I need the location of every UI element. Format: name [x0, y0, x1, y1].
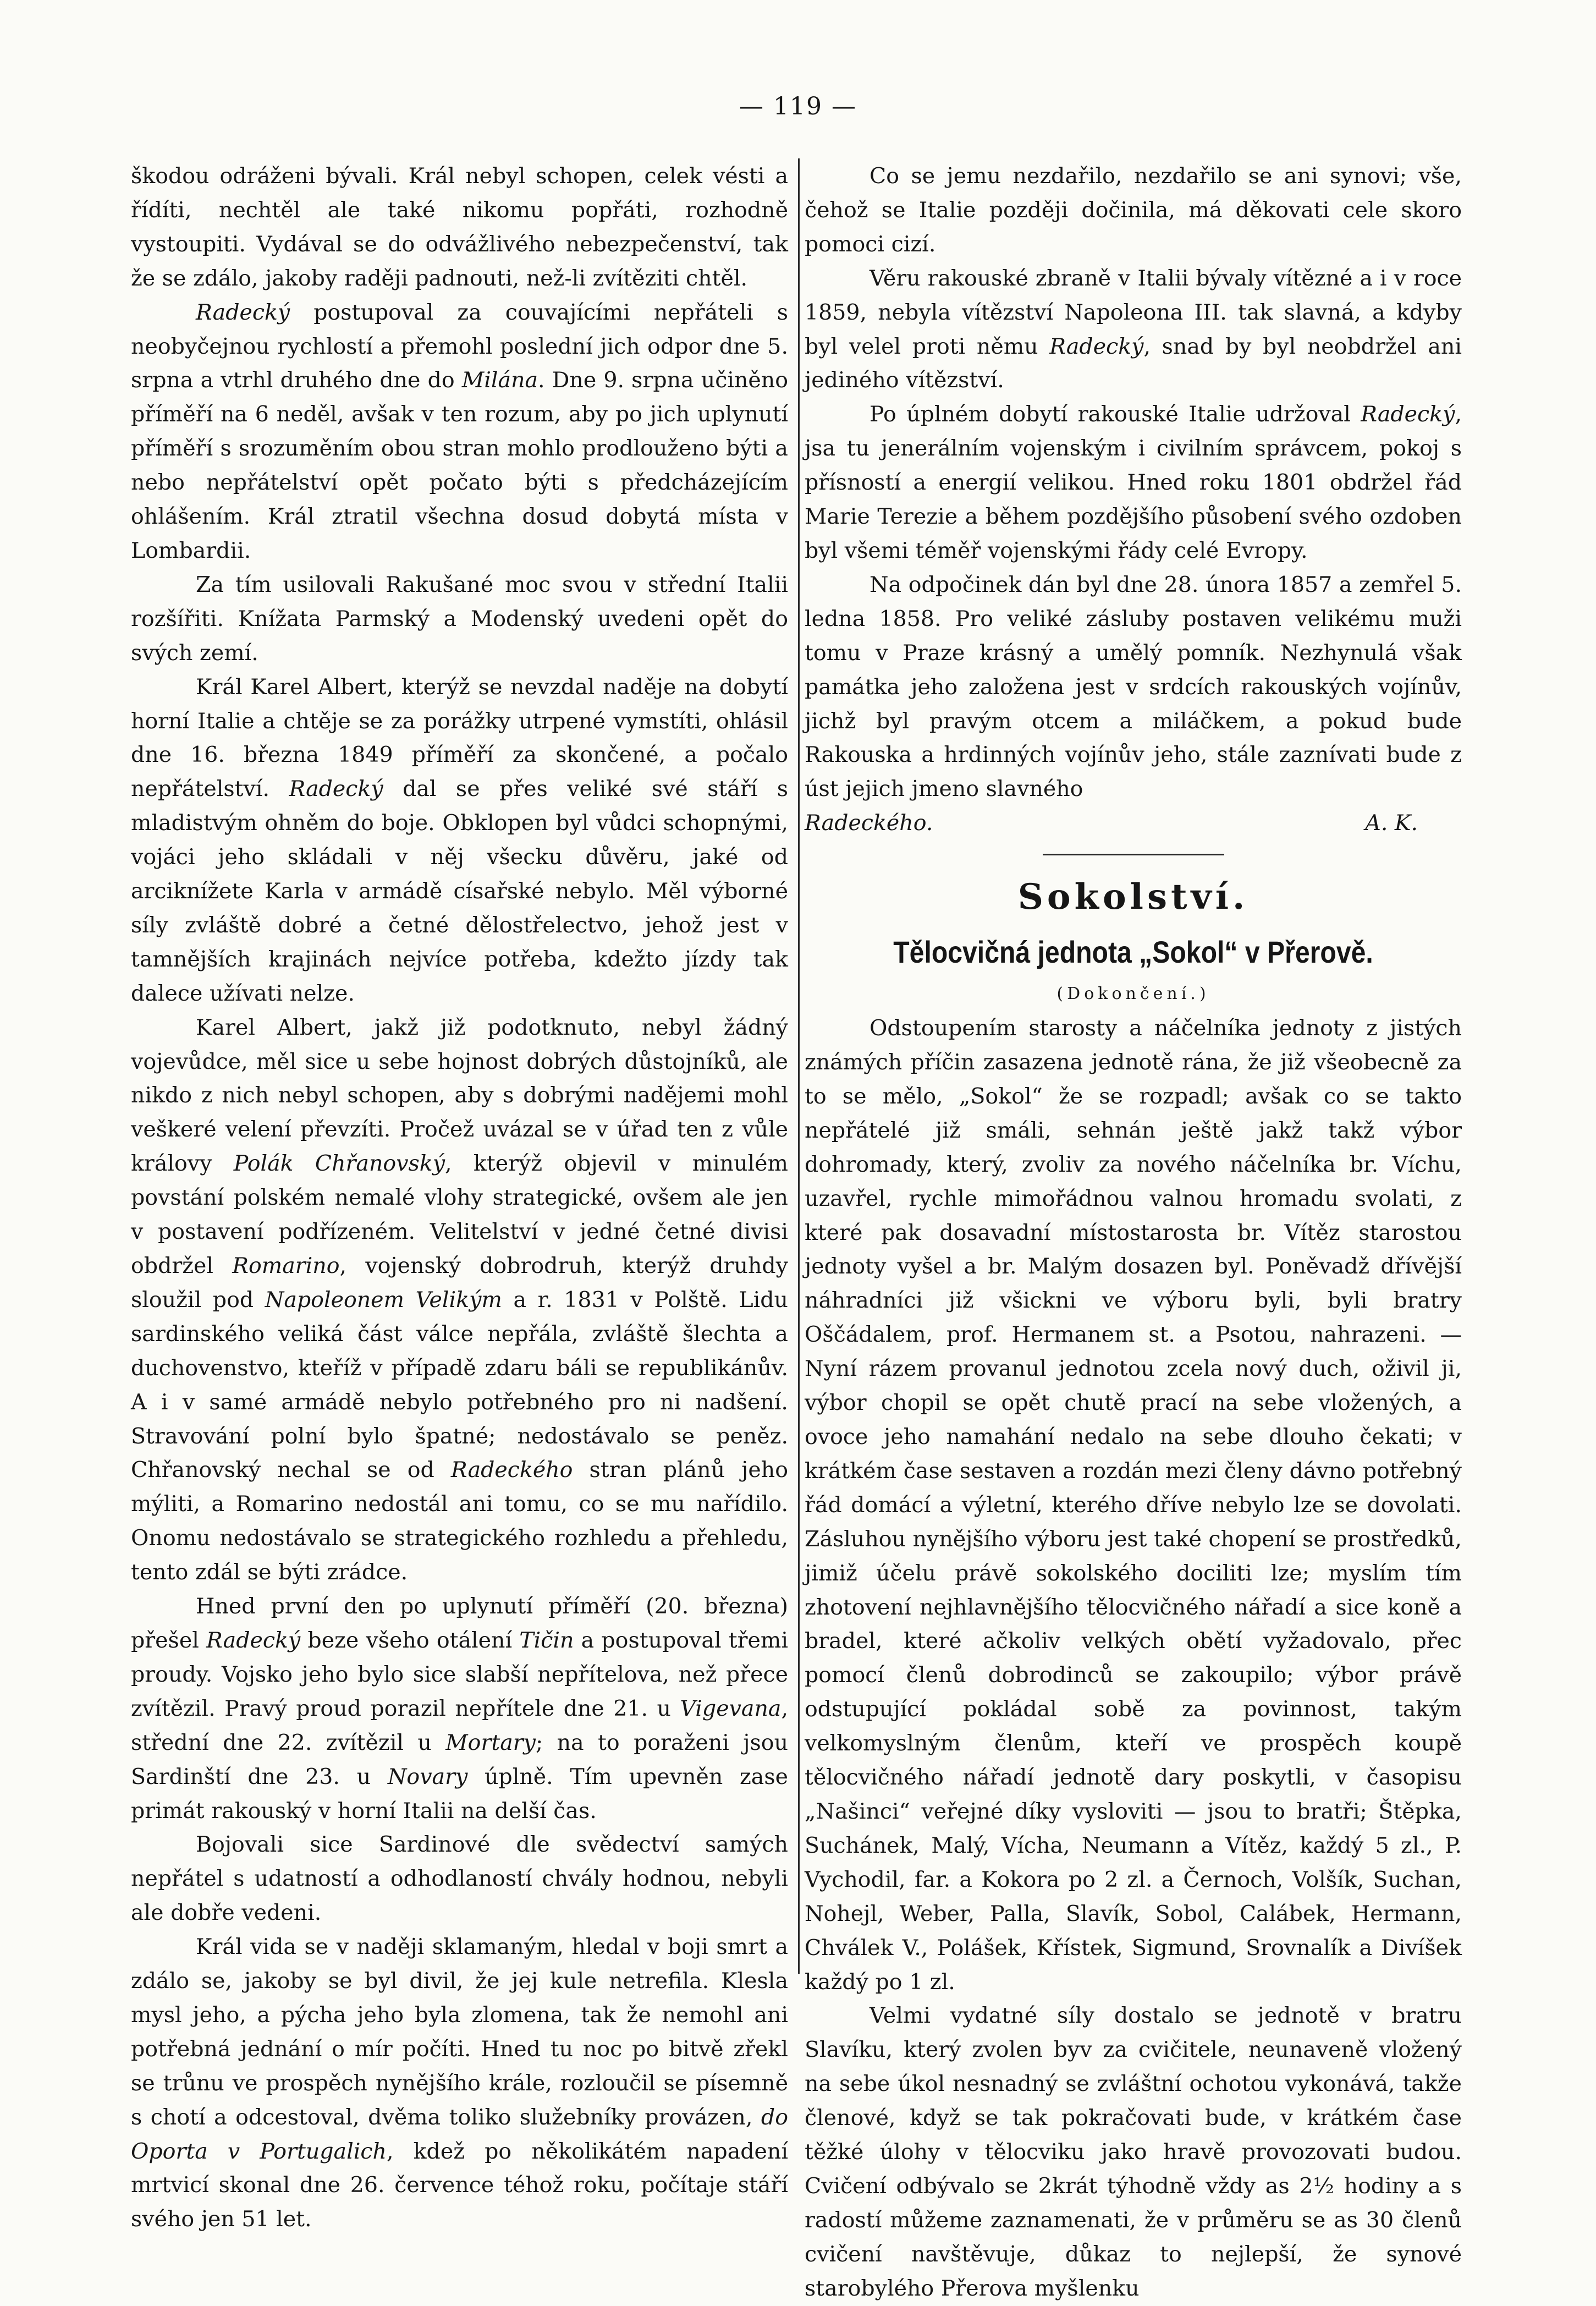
paragraph: [805, 262, 1462, 398]
italic-name: Radecký: [206, 1627, 301, 1653]
left-column: [131, 160, 788, 2237]
paragraph: [131, 1011, 788, 1590]
text-run: , kdež po několikátém napadení mrtvicí skonal dne 26. července téhož roku, počítaje stáří svého jen 51 let.: [131, 2138, 788, 2232]
italic-name: Radecký: [196, 299, 290, 325]
italic-name: Radecký: [1049, 333, 1144, 359]
paragraph: [805, 1999, 1462, 2305]
italic-name: Milána: [461, 367, 538, 393]
italic-name: Radecký: [289, 776, 383, 802]
paragraph: [805, 1012, 1462, 1999]
paragraph: [131, 1930, 788, 2237]
text-run: škodou odráženi bývali. Král nebyl schopen, celek vésti a řídíti, nechtěl ale také nikomu popřáti, rozhodně vystoupiti. Vydával se do odvážlivého nebezpečenství, tak že se zdálo, jakoby raději padnouti, než-li zvítěziti chtěl.: [131, 163, 788, 291]
article-title: Tělocvičná jednota „Sokol“ v Přerově.: [893, 935, 1373, 970]
signature-row: [805, 806, 1462, 841]
italic-name: Romarino: [232, 1253, 340, 1278]
text-run: dal se přes veliké své stáří s mladistvým ohněm do boje. Obklopen byl vůdci schopnými, vojáci jeho skládali v něj všecku důvěru, jaké od arciknížete Karla v armádě císařské nebylo. Měl výborné síly zvláště dobré a četné dělostřelectvo, jehož jest v tamnějších krajinách nejvíce potřeba, kdežto jízdy tak dalece užívati nelze.: [131, 776, 789, 1006]
italic-name: do Oporta v Portugalich: [131, 2104, 788, 2164]
right-column: [805, 160, 1462, 2306]
text-run: Věru rakouské zbraně v Italii bývaly vítězné a i v roce 1859, nebyla vítězství Napoleona III. tak slavná, a kdyby byl velel proti němu: [805, 265, 1462, 359]
paragraph: [131, 296, 788, 568]
text-run: úplně. Tím upevněn zase primát rakouský v horní Italii na delší čas.: [131, 1764, 788, 1824]
text-run: , jsa tu jenerálním vojenským i civilním správcem, pokoj s přísností a energií velikou. Hned roku 1801 obdržel řád Marie Terezie a během pozdějšího působení svého ozdoben byl všemi téměř vojenskými řády celé Evropy.: [805, 402, 1462, 563]
paragraph: [131, 1590, 788, 1828]
italic-name: Tičin: [519, 1627, 574, 1653]
text-run: , střední dne 22. zvítězil u: [131, 1695, 788, 1755]
text-run: a postupoval třemi proudy. Vojsko jeho bylo sice slabší nepřítelova, než přece zvítězil. Pravý proud porazil nepřítele dne 21. u: [131, 1627, 789, 1721]
italic-name: Napoleonem Velikým: [265, 1287, 502, 1313]
paragraph: [131, 568, 788, 671]
italic-name: Novary: [387, 1764, 468, 1789]
radecky-article-end: [805, 160, 1462, 806]
italic-name: Polák Chřanovský: [233, 1151, 445, 1177]
text-run: , kterýž objevil v minulém povstání polském nemalé vlohy strategické, ovšem ale jen v postavení podřízeném. Velitelství v jedné četné divisi obdržel: [131, 1151, 788, 1278]
section-separator: [1043, 854, 1224, 855]
italic-name: Vigevana: [680, 1695, 782, 1721]
paragraph: [805, 568, 1462, 806]
text-run: Velmi vydatné síly dostalo se jednotě v bratru Slavíku, který zvolen byv za cvičitele, neunaveně vložený na sebe úkol nesnadný se zvláštní ochotou vykonává, takže členové, když se tak pokračovati bude, v krátkém čase těžké úlohy v tělocviku jako hravě provozovati budou. Cvičení odbývalo se 2krát týhodně vždy as 2½ hodiny a s radostí můžeme zaznamenati, že v průměru se as 30 členů cvičení navštěvuje, důkaz to nejlepší, že synové starobylého Přerova myšlenku: [805, 2003, 1462, 2301]
signature-line-end: Radeckého.: [805, 810, 933, 836]
paragraph: [131, 1828, 788, 1930]
text-run: Po úplném dobytí rakouské Italie udržoval: [869, 402, 1361, 427]
text-run: Král Karel Albert, kterýž se nevzdal naděje na dobytí horní Italie a chtěje se za porážky utrpené vymstíti, ohlásil dne 16. března 1849 příměří za skončené, a počalo nepřátelství.: [131, 674, 788, 802]
italic-name: Radeckého: [450, 1457, 573, 1483]
paragraph: [805, 398, 1462, 568]
italic-name: Radecký: [1361, 402, 1455, 427]
text-run: Hned první den po uplynutí příměří (20. března) přešel: [131, 1594, 788, 1653]
text-run: Král vida se v naději sklamaným, hledal v boji smrt a zdálo se, jakoby se byl divil, že jej kule netrefila. Klesla mysl jeho, a pýcha jeho byla zlomena, tak že nemohl ani potřebná jednání o mír počíti. Hned tu noc po bitvě zřekl se trůnu ve prospěch nynějšího krále, rozloučil se písemně s chotí a odcestoval, dvěma toliko služebníky provázen,: [131, 1934, 788, 2130]
page-number: — 119 —: [739, 92, 857, 120]
paragraph: [131, 160, 788, 296]
text-run: beze všeho otálení: [300, 1627, 520, 1653]
section-title: Sokolství.: [1017, 876, 1249, 918]
text-run: Za tím usilovali Rakušané moc svou v střední Italii rozšířiti. Knížata Parmský a Modenský uvedeni opět do svých zemí.: [131, 572, 788, 666]
continuation-note: (Dokončení.): [1056, 984, 1210, 1004]
text-run: , vojenský dobrodruh, kterýž druhdy sloužil pod: [131, 1253, 788, 1313]
paragraph: [805, 160, 1462, 262]
text-run: postupoval za couvajícími nepřáteli s neobyčejnou rychlostí a přemohl poslední jich odpor dne 5. srpna a vtrhl druhého dne do: [131, 299, 788, 393]
text-run: Co se jemu nezdařilo, nezdařilo se ani synovi; vše, čehož se Italie později dočinila, má děkovati cele skoro pomoci cizí.: [805, 163, 1462, 257]
text-run: ; na to poraženi jsou Sardinští dne 23. u: [131, 1730, 789, 1789]
text-run: Odstoupením starosty a náčelníka jednoty z jistých známých příčin zasazena jednotě rána, že již všeobecně za to se mělo, „Sokol“ že se rozpadl; avšak co se takto nepřátelé již smáli, sehnán ještě jakž takž výbor dohromady, který, zvoliv za nového náčelníka br. Víchu, uzavřel, rychle mimořádnou valnou hromadu svolati, z které pak dosavadní místostarosta br. Vítěz starostou jednoty vyšel a br. Malým dosazen byl. Poněvadž dřívější náhradníci již všickni ve výboru byli, byli bratry Oščádalem, prof. Hermanem st. a Psotou, nahrazeni. — Nyní rázem provanul jednotou zcela nový duch, oživil ji, výbor chopil se opět chutě prací na sebe vložených, a ovoce jeho namahání nedalo na sebe dlouho čekati; v krátkém čase sestaven a rozdán mezi členy dávno potřebný řád domácí a výletní, kterého dříve nebylo lze se dovolati. Zásluhou nynějšího výboru jest také chopení se prostředků, jimiž účelu právě sokolského dociliti lze; myslím tím zhotovení nejhlavnějšího tělocvičného nářadí a sice koně a bradel, které ačkoliv velkých obětí vyžadovalo, přec pomocí členů dobrodinců se zakoupilo; výbor právě odstupující pokládal sobě za povinnost, takým velkomyslným členům, kteří ve prospěch koupě tělocvičného nářadí jednotě dary poskytli, v časopisu „Našinci“ veřejné díky vysloviti — jsou to bratři; Štěpka, Suchánek, Malý, Vícha, Neumann a Vítěz, každý 5 zl., P. Vychodil, far. a Kokora po 2 zl. a Černoch, Volšík, Suchan, Nohejl, Weber, Palla, Slavík, Sobol, Calábek, Hermann, Chválek V., Polášek, Křístek, Sigmund, Srovnalík a Divíšek každý po 1 zl.: [805, 1015, 1462, 1995]
italic-name: Mortary: [445, 1730, 536, 1755]
author-initials: A. K.: [1365, 810, 1418, 836]
column-divider: [798, 158, 800, 1974]
text-run: . Dne 9. srpna učiněno příměří na 6 neděl, avšak v ten rozum, aby po jich uplynutí příměří s srozuměním obou stran mohlo prodlouženo býti a nebo nepřátelství opět počato býti s předcházejícím ohlášením. Král ztratil všechna dosud dobytá místa v Lombardii.: [131, 367, 788, 563]
text-run: stran plánů jeho mýliti, a Romarino nedostál ani tomu, co se mu nařídilo. Onomu nedostávalo se strategického rozhledu a přehledu, tento zdál se býti zrádce.: [131, 1457, 789, 1585]
text-run: Karel Albert, jakž již podotknuto, nebyl žádný vojevůdce, měl sice u sebe hojnost dobrých důstojníků, ale nikdo z nich nebyl schopen, aby s dobrými nadějemi mohl veškeré velení převzíti. Pročež uvázal se v úřad ten z vůle královy: [131, 1014, 788, 1177]
text-run: Bojovali sice Sardinové dle svědectví samých nepřátel s udatností a odhodlaností chvály hodnou, nebyli ale dobře vedeni.: [131, 1832, 788, 1926]
sokol-article-body: [805, 1012, 1462, 2305]
text-run: a r. 1831 v Polště. Lidu sardinského veliká část válce nepřála, zvláště šlechta a duchovenstvo, kteříž v případě zdaru báli se republikánův. A i v samé armádě nebylo potřebného pro ni nadšení. Stravování polní bylo špatné; nedostávalo se peněz. Chřanovský nechal se od: [131, 1287, 788, 1483]
paragraph: [131, 671, 788, 1011]
text-run: Na odpočinek dán byl dne 28. února 1857 a zemřel 5. ledna 1858. Pro veliké zásluby postaven velikému muži tomu v Praze krásný a umělý pomník. Nezhynulá však památka jeho založena jest v srdcích rakouských vojínův, jichž byl pravým otcem a miláčkem, a pokud bude Rakouska a hrdinných vojínův jeho, stále zaznívati bude z úst jejich jmeno slavného: [805, 572, 1462, 802]
text-run: , snad by byl neobdržel ani jediného vítězství.: [805, 333, 1462, 393]
